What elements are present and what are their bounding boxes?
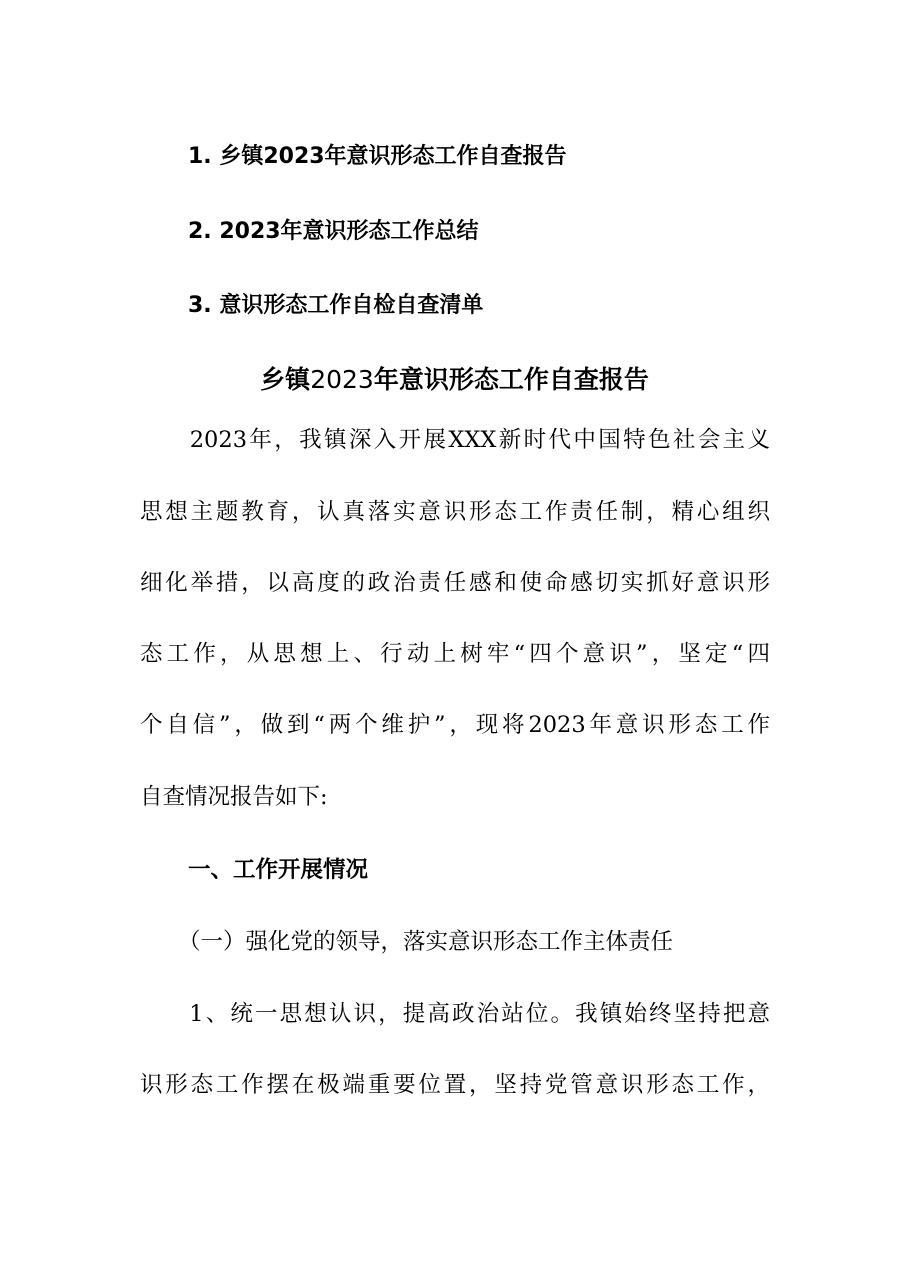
toc-item-3: 3. 意识形态工作自检自查清单 xyxy=(188,293,484,318)
intro-line-2: 思想主题教育，认真落实意识形态工作责任制，精心组织 xyxy=(140,499,770,525)
report-title xyxy=(0,362,909,398)
point1-line-1: 1、统一思想认识，提高政治站位。我镇始终坚持把意 xyxy=(140,1001,770,1027)
intro-line-3: 细化举措，以高度的政治责任感和使命感切实抓好意识形 xyxy=(140,570,770,596)
title-year: 2023 xyxy=(310,365,374,394)
section-heading-1: 一、工作开展情况 xyxy=(188,857,369,883)
intro-line-5: 个自信”，做到“两个维护”，现将2023年意识形态工作 xyxy=(140,712,770,738)
title-suffix: 年意识形态工作自查报告 xyxy=(373,365,649,394)
point1-line-2: 识形态工作摆在极端重要位置，坚持党管意识形态工作， xyxy=(140,1072,770,1098)
intro-line-6: 自查情况报告如下: xyxy=(140,784,328,810)
intro-line-4: 态工作，从思想上、行动上树牢“四个意识”，坚定“四 xyxy=(140,641,770,667)
intro-line-1: 2023年，我镇深入开展XXX新时代中国特色社会主义 xyxy=(140,427,770,453)
title-prefix: 乡镇 xyxy=(260,365,311,394)
toc-item-2: 2. 2023年意识形态工作总结 xyxy=(188,219,479,244)
toc-item-1: 1. 乡镇2023年意识形态工作自查报告 xyxy=(188,144,567,169)
subsection-heading-1: （一）强化党的领导，落实意识形态工作主体责任 xyxy=(178,929,674,955)
